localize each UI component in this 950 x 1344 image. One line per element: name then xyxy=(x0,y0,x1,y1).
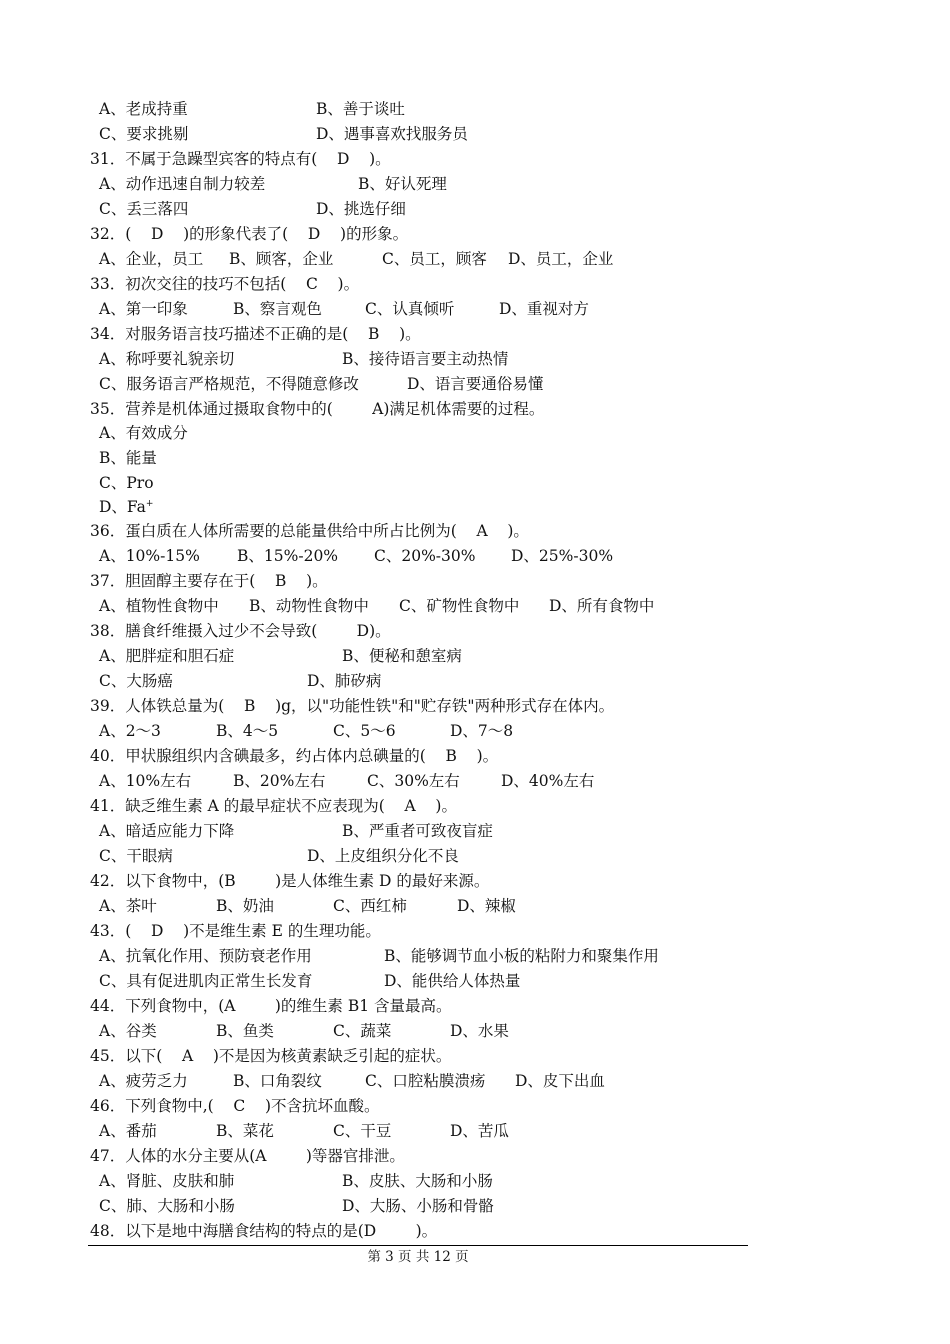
question-stem: 39．人体铁总量为( B )g，以"功能性铁"和"贮存铁"两种形式存在体内。 xyxy=(90,697,615,715)
question-stem: 48．以下是地中海膳食结构的特点的是(D )。 xyxy=(90,1222,438,1240)
page-footer: 第 3 页 共 12 页 xyxy=(367,1249,469,1265)
question-stem: 31．不属于急躁型宾客的特点有( D )。 xyxy=(90,150,391,168)
option-b: D、能供给人体热量 xyxy=(384,972,521,990)
option-a: A、暗适应能力下降 xyxy=(99,822,235,840)
option-c: C、5～6 xyxy=(333,722,396,740)
superscript: + xyxy=(145,498,154,509)
option-b: B、察言观色 xyxy=(233,300,322,318)
option-b: B、4～5 xyxy=(216,722,279,740)
option-d: D、重视对方 xyxy=(499,300,589,318)
question-stem: 42．以下食物中，(B )是人体维生素 D 的最好来源。 xyxy=(90,872,490,890)
option-b: D、肺矽病 xyxy=(307,672,382,690)
option-d: D、皮下出血 xyxy=(515,1072,605,1090)
option-b: B、皮肤、大肠和小肠 xyxy=(342,1172,493,1190)
option-a: A、有效成分 xyxy=(99,424,188,442)
option-a: C、大肠癌 xyxy=(99,672,173,690)
option-b: B、好认死理 xyxy=(358,175,447,193)
option-d: D、40%左右 xyxy=(501,772,595,790)
question-stem: 40．甲状腺组织内含碘最多，约占体内总碘量的( B )。 xyxy=(90,747,499,765)
option-a: A、动作迅速自制力较差 xyxy=(99,175,266,193)
option-a: A、植物性食物中 xyxy=(99,597,219,615)
option-d: D、25%-30% xyxy=(511,547,614,565)
option-c: C、干豆 xyxy=(333,1122,392,1140)
option-b: B、奶油 xyxy=(216,897,274,915)
option-c: C、矿物性食物中 xyxy=(399,597,520,615)
question-stem: 36．蛋白质在人体所需要的总能量供给中所占比例为( A )。 xyxy=(90,522,529,540)
option-a: A、茶叶 xyxy=(99,897,157,915)
option-a: C、丢三落四 xyxy=(99,200,189,218)
option-b: B、菜花 xyxy=(216,1122,274,1140)
option-a: C、Pro xyxy=(99,474,154,492)
question-stem: 35．营养是机体通过摄取食物中的( A)满足机体需要的过程。 xyxy=(90,400,545,418)
option-a: C、具有促进肌肉正常生长发育 xyxy=(99,972,313,990)
footer-rule xyxy=(88,1245,748,1246)
question-stem: 43．( D )不是维生素 E 的生理功能。 xyxy=(90,922,381,940)
option-d: D、7～8 xyxy=(450,722,514,740)
option-a: A、第一印象 xyxy=(99,300,188,318)
option-a: A、疲劳乏力 xyxy=(99,1072,188,1090)
option-b: B、顾客，企业 xyxy=(229,250,334,268)
option-c: C、口腔粘膜溃疡 xyxy=(365,1072,486,1090)
option-d: D、苦瓜 xyxy=(450,1122,509,1140)
option-c: C、西红柿 xyxy=(333,897,407,915)
option-a: C、肺、大肠和小肠 xyxy=(99,1197,235,1215)
option-b: B、善于谈吐 xyxy=(316,100,405,118)
option-b: D、大肠、小肠和骨骼 xyxy=(342,1197,494,1215)
question-stem: 46．下列食物中,( C )不含抗坏血酸。 xyxy=(90,1097,380,1115)
option-d: D、水果 xyxy=(450,1022,509,1040)
option-c: C、30%左右 xyxy=(367,772,460,790)
option-a: A、老成持重 xyxy=(99,100,188,118)
option-b: D、上皮组织分化不良 xyxy=(307,847,459,865)
question-stem: 47．人体的水分主要从(A )等器官排泄。 xyxy=(90,1147,405,1165)
option-b: B、口角裂纹 xyxy=(233,1072,322,1090)
option-a: C、要求挑剔 xyxy=(99,125,189,143)
question-stem: 38．膳食纤维摄入过少不会导致( D)。 xyxy=(90,622,391,640)
option-a: A、称呼要礼貌亲切 xyxy=(99,350,235,368)
option-b: B、接待语言要主动热情 xyxy=(342,350,509,368)
option-c: C、员工，顾客 xyxy=(382,250,487,268)
option-a: C、服务语言严格规范，不得随意修改 xyxy=(99,375,359,393)
option-b: B、便秘和憩室病 xyxy=(342,647,462,665)
question-stem: 45．以下( A )不是因为核黄素缺乏引起的症状。 xyxy=(90,1047,452,1065)
option-d: D、所有食物中 xyxy=(549,597,655,615)
option-b: B、15%-20% xyxy=(237,547,339,565)
question-stem: 44．下列食物中，(A )的维生素 B1 含量最高。 xyxy=(90,997,452,1015)
option-b: B、鱼类 xyxy=(216,1022,274,1040)
option-a: A、2～3 xyxy=(99,722,161,740)
option-d: D、辣椒 xyxy=(457,897,516,915)
option-b: D、挑选仔细 xyxy=(316,200,406,218)
question-stem: 32．( D )的形象代表了( D )的形象。 xyxy=(90,225,409,243)
question-stem: 33．初次交往的技巧不包括( C )。 xyxy=(90,275,360,293)
option-a: A、谷类 xyxy=(99,1022,157,1040)
option-a: D、Fa+ xyxy=(99,498,154,516)
option-b: B、20%左右 xyxy=(233,772,326,790)
question-stem: 37．胆固醇主要存在于( B )。 xyxy=(90,572,328,590)
option-b: B、严重者可致夜盲症 xyxy=(342,822,493,840)
option-a: B、能量 xyxy=(99,449,157,467)
option-a: A、企业，员工 xyxy=(99,250,204,268)
option-d: D、员工，企业 xyxy=(508,250,614,268)
question-stem: 41．缺乏维生素 A 的最早症状不应表现为( A )。 xyxy=(90,797,457,815)
option-b: D、遇事喜欢找服务员 xyxy=(316,125,468,143)
option-c: C、蔬菜 xyxy=(333,1022,392,1040)
option-b: B、能够调节血小板的粘附力和聚集作用 xyxy=(384,947,659,965)
option-a: A、番茄 xyxy=(99,1122,157,1140)
question-stem: 34．对服务语言技巧描述不正确的是( B )。 xyxy=(90,325,421,343)
option-b: B、动物性食物中 xyxy=(249,597,369,615)
option-a: A、肾脏、皮肤和肺 xyxy=(99,1172,235,1190)
option-a: C、干眼病 xyxy=(99,847,173,865)
option-a: A、抗氧化作用、预防衰老作用 xyxy=(99,947,312,965)
option-a: A、10%-15% xyxy=(99,547,200,565)
option-a: A、10%左右 xyxy=(99,772,192,790)
option-a: A、肥胖症和胆石症 xyxy=(99,647,235,665)
option-c: C、20%-30% xyxy=(374,547,476,565)
option-c: C、认真倾听 xyxy=(365,300,455,318)
option-b: D、语言要通俗易懂 xyxy=(407,375,544,393)
